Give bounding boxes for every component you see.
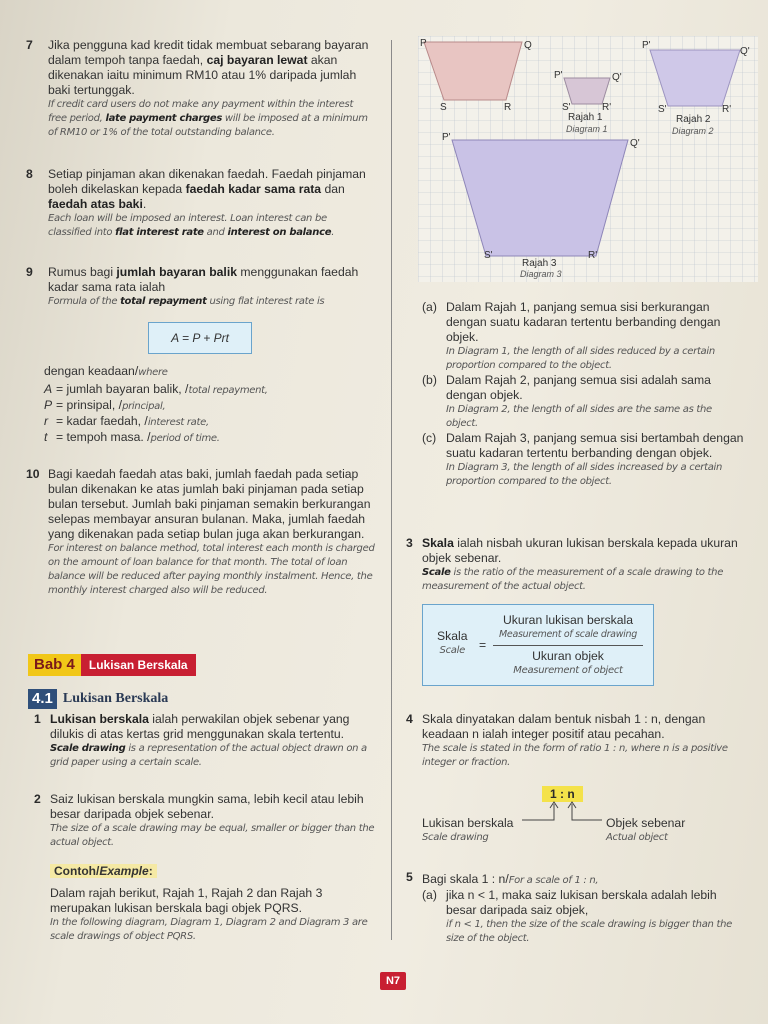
item-8-text: Setiap pinjaman akan dikenakan faedah. Faedah pinjaman boleh dikelaskan kepada faedah kadar sama rata dan faedah atas baki. [48, 167, 366, 211]
label-p: P [420, 38, 427, 49]
label-s2: S' [658, 104, 667, 115]
item-10-text: Bagi kaedah faedah atas baki, jumlah faedah pada setiap bulan dikenakan ke atas jumlah baki pinjaman pada setiap bulan tersebut. Jumlah baki pinjaman semakin berkurangan selepas membayar ansuran bulanan. Maka, jumlah faedah yang dikenakan pada setiap bulan juga akan berkurangan. [48, 467, 371, 541]
example-block [50, 862, 380, 944]
item-s3 [406, 536, 746, 594]
label-r3: R' [588, 250, 598, 261]
item-number: 2 [34, 792, 41, 806]
label-p3: P' [442, 132, 451, 143]
label-q3: Q' [630, 138, 640, 149]
definition-row: P = prinsipal, /principal, [44, 398, 166, 412]
label-p2: P' [642, 40, 651, 51]
ratio-left-label: Lukisan berskala [422, 816, 514, 830]
section-header [28, 689, 168, 709]
label-s3: S' [484, 250, 493, 261]
diagram-1-name-en: Diagram 1 [566, 124, 608, 134]
item-7-translation: If credit card users do not make any payment within the interest free period, late payment charges will be imposed at a minimum of RM10 or 1% of the total outstanding balance. [48, 99, 368, 138]
ratio-left-label-en: Scale drawing [422, 832, 489, 843]
item-8-translation: Each loan will be imposed an interest. Loan interest can be classified into flat interest rate and interest on balance. [48, 213, 335, 238]
example-label: Contoh/Example: [50, 864, 157, 878]
definition-row: r = kadar faedah, /interest rate, [44, 414, 209, 428]
definition-row: A = jumlah bayaran balik, /total repayment, [44, 382, 268, 396]
scale-label: Skala [437, 629, 468, 643]
item-9-text: Rumus bagi jumlah bayaran balik menggunakan faedah kadar sama rata ialah [48, 265, 359, 294]
label-r2: R' [722, 104, 732, 115]
scale-formula-box [422, 604, 654, 686]
equals-sign: = [479, 638, 487, 652]
item-number: 4 [406, 712, 413, 726]
item-number: 8 [26, 167, 33, 181]
ratio-label: 1 : n [542, 786, 583, 802]
s1-text: Lukisan berskala ialah perwakilan objek sebenar yang dilukis di atas kertas grid menggunakan skala tertentu. [50, 712, 350, 741]
ratio-diagram [422, 786, 722, 848]
chapter-badge: Bab 4 [28, 654, 81, 676]
formula-definitions: dengan keadaan/where A = jumlah bayaran balik, /total repayment, P = prinsipal, /principal, r = kadar faedah, /interest rate, t = tempoh masa. /period of time. [44, 364, 364, 444]
item-number: 1 [34, 712, 41, 726]
s4-translation: The scale is stated in the form of ratio 1 : n, where n is a positive integer or fraction. [422, 743, 728, 768]
column-divider [391, 40, 392, 940]
item-s5 [406, 870, 750, 946]
denominator: Ukuran objek [532, 649, 604, 663]
section-number: 4.1 [28, 689, 57, 709]
item-9-translation: Formula of the total repayment using flat interest rate is [48, 296, 325, 307]
diagram-2-name-en: Diagram 2 [672, 126, 714, 136]
item-number: 5 [406, 870, 413, 884]
s2-translation: The size of a scale drawing may be equal, smaller or bigger than the actual object. [50, 823, 375, 848]
s1-translation: Scale drawing is a representation of the actual object drawn on a grid paper using a certain scale. [50, 743, 367, 768]
ratio-right-label: Objek sebenar [606, 816, 686, 830]
item-10 [26, 467, 376, 598]
page-number: N7 [380, 972, 406, 990]
label-r: R [504, 102, 512, 113]
label-q1: Q' [612, 72, 622, 83]
definition-row: t = tempoh masa. /period of time. [44, 430, 220, 444]
example-text: Dalam rajah berikut, Rajah 1, Rajah 2 dan Rajah 3 merupakan lukisan berskala bagi objek PQRS. [50, 886, 323, 915]
label-r1: R' [602, 102, 612, 113]
item-number: 3 [406, 536, 413, 550]
chapter-header [28, 654, 196, 676]
label-q: Q [524, 40, 532, 51]
s5-text: Bagi skala 1 : n/For a scale of 1 : n, [422, 872, 599, 886]
s2-text: Saiz lukisan berskala mungkin sama, lebih kecil atau lebih besar daripada objek sebenar. [50, 792, 364, 821]
example-translation: In the following diagram, Diagram 1, Diagram 2 and Diagram 3 are scale drawings of object PQRS. [50, 917, 368, 942]
numerator-en: Measurement of scale drawing [499, 629, 637, 640]
item-s2 [34, 792, 379, 850]
item-8 [26, 167, 371, 240]
item-7 [26, 38, 371, 140]
label-s1: S' [562, 102, 571, 113]
item-s4 [406, 712, 750, 770]
label-s: S [440, 102, 447, 113]
diagram-3-name-en: Diagram 3 [520, 269, 562, 279]
item-number: 7 [26, 38, 33, 52]
fraction-bar [493, 645, 643, 646]
s5-point-a: (a) jika n < 1, maka saiz lukisan berskala adalah lebih besar daripada saiz objek, if n < 1, then the size of the scale drawing is bigger than the size of the object. [422, 888, 732, 944]
diagram-1-shape [564, 78, 610, 104]
point-a: (a) Dalam Rajah 1, panjang semua sisi berkurangan dengan suatu kadaran tertentu berbanding dengan objek. In Diagram 1, the length of all sides reduced by a certain proportion compared to the object. [422, 300, 721, 371]
item-9 [26, 265, 376, 309]
scale-drawing-diagram [418, 36, 758, 282]
point-c: (c) Dalam Rajah 3, panjang semua sisi bertambah dengan suatu kadaran tertentu berbanding dengan objek. In Diagram 3, the length of all sides increased by a certain proportion compared to the object. [422, 431, 744, 487]
item-10-translation: For interest on balance method, total interest each month is charged on the amount of loan balance for that month. The total of loan balance will be reduced after paying monthly instalment. Hence, the monthly interest charged also will be reduced. [48, 543, 375, 596]
item-7-text: Jika pengguna kad kredit tidak membuat sebarang bayaran dalam tempoh tanpa faedah, caj bayaran lewat akan dikenakan iaitu minimum RM10 atau 1% daripada jumlah baki tertunggak. [48, 38, 369, 97]
s3-text: Skala ialah nisbah ukuran lukisan berskala kepada ukuran objek sebenar. [422, 536, 738, 565]
denominator-en: Measurement of object [513, 665, 623, 676]
diagram-3-name: Rajah 3 [522, 258, 557, 269]
diagram-2-name: Rajah 2 [676, 114, 711, 125]
s3-translation: Scale is the ratio of the measurement of a scale drawing to the measurement of the actual object. [422, 567, 724, 592]
formula-box: A = P + Prt [148, 322, 252, 354]
diagram-explanations [422, 300, 746, 489]
scale-label-en: Scale [439, 645, 465, 656]
item-s1 [34, 712, 379, 770]
diagram-1-name: Rajah 1 [568, 112, 603, 123]
numerator: Ukuran lukisan berskala [502, 613, 634, 627]
s4-text: Skala dinyatakan dalam bentuk nisbah 1 : n, dengan keadaan n ialah integer positif atau pecahan. [422, 712, 706, 741]
label-p1: P' [554, 70, 563, 81]
item-number: 9 [26, 265, 33, 279]
item-number: 10 [26, 467, 40, 481]
section-title: Lukisan Berskala [62, 691, 169, 706]
label-q2: Q' [740, 46, 750, 57]
chapter-title: Lukisan Berskala [81, 654, 196, 676]
point-b: (b) Dalam Rajah 2, panjang semua sisi adalah sama dengan objek. In Diagram 2, the length of all sides are the same as the object. [422, 373, 712, 429]
ratio-right-label-en: Actual object [606, 832, 668, 843]
